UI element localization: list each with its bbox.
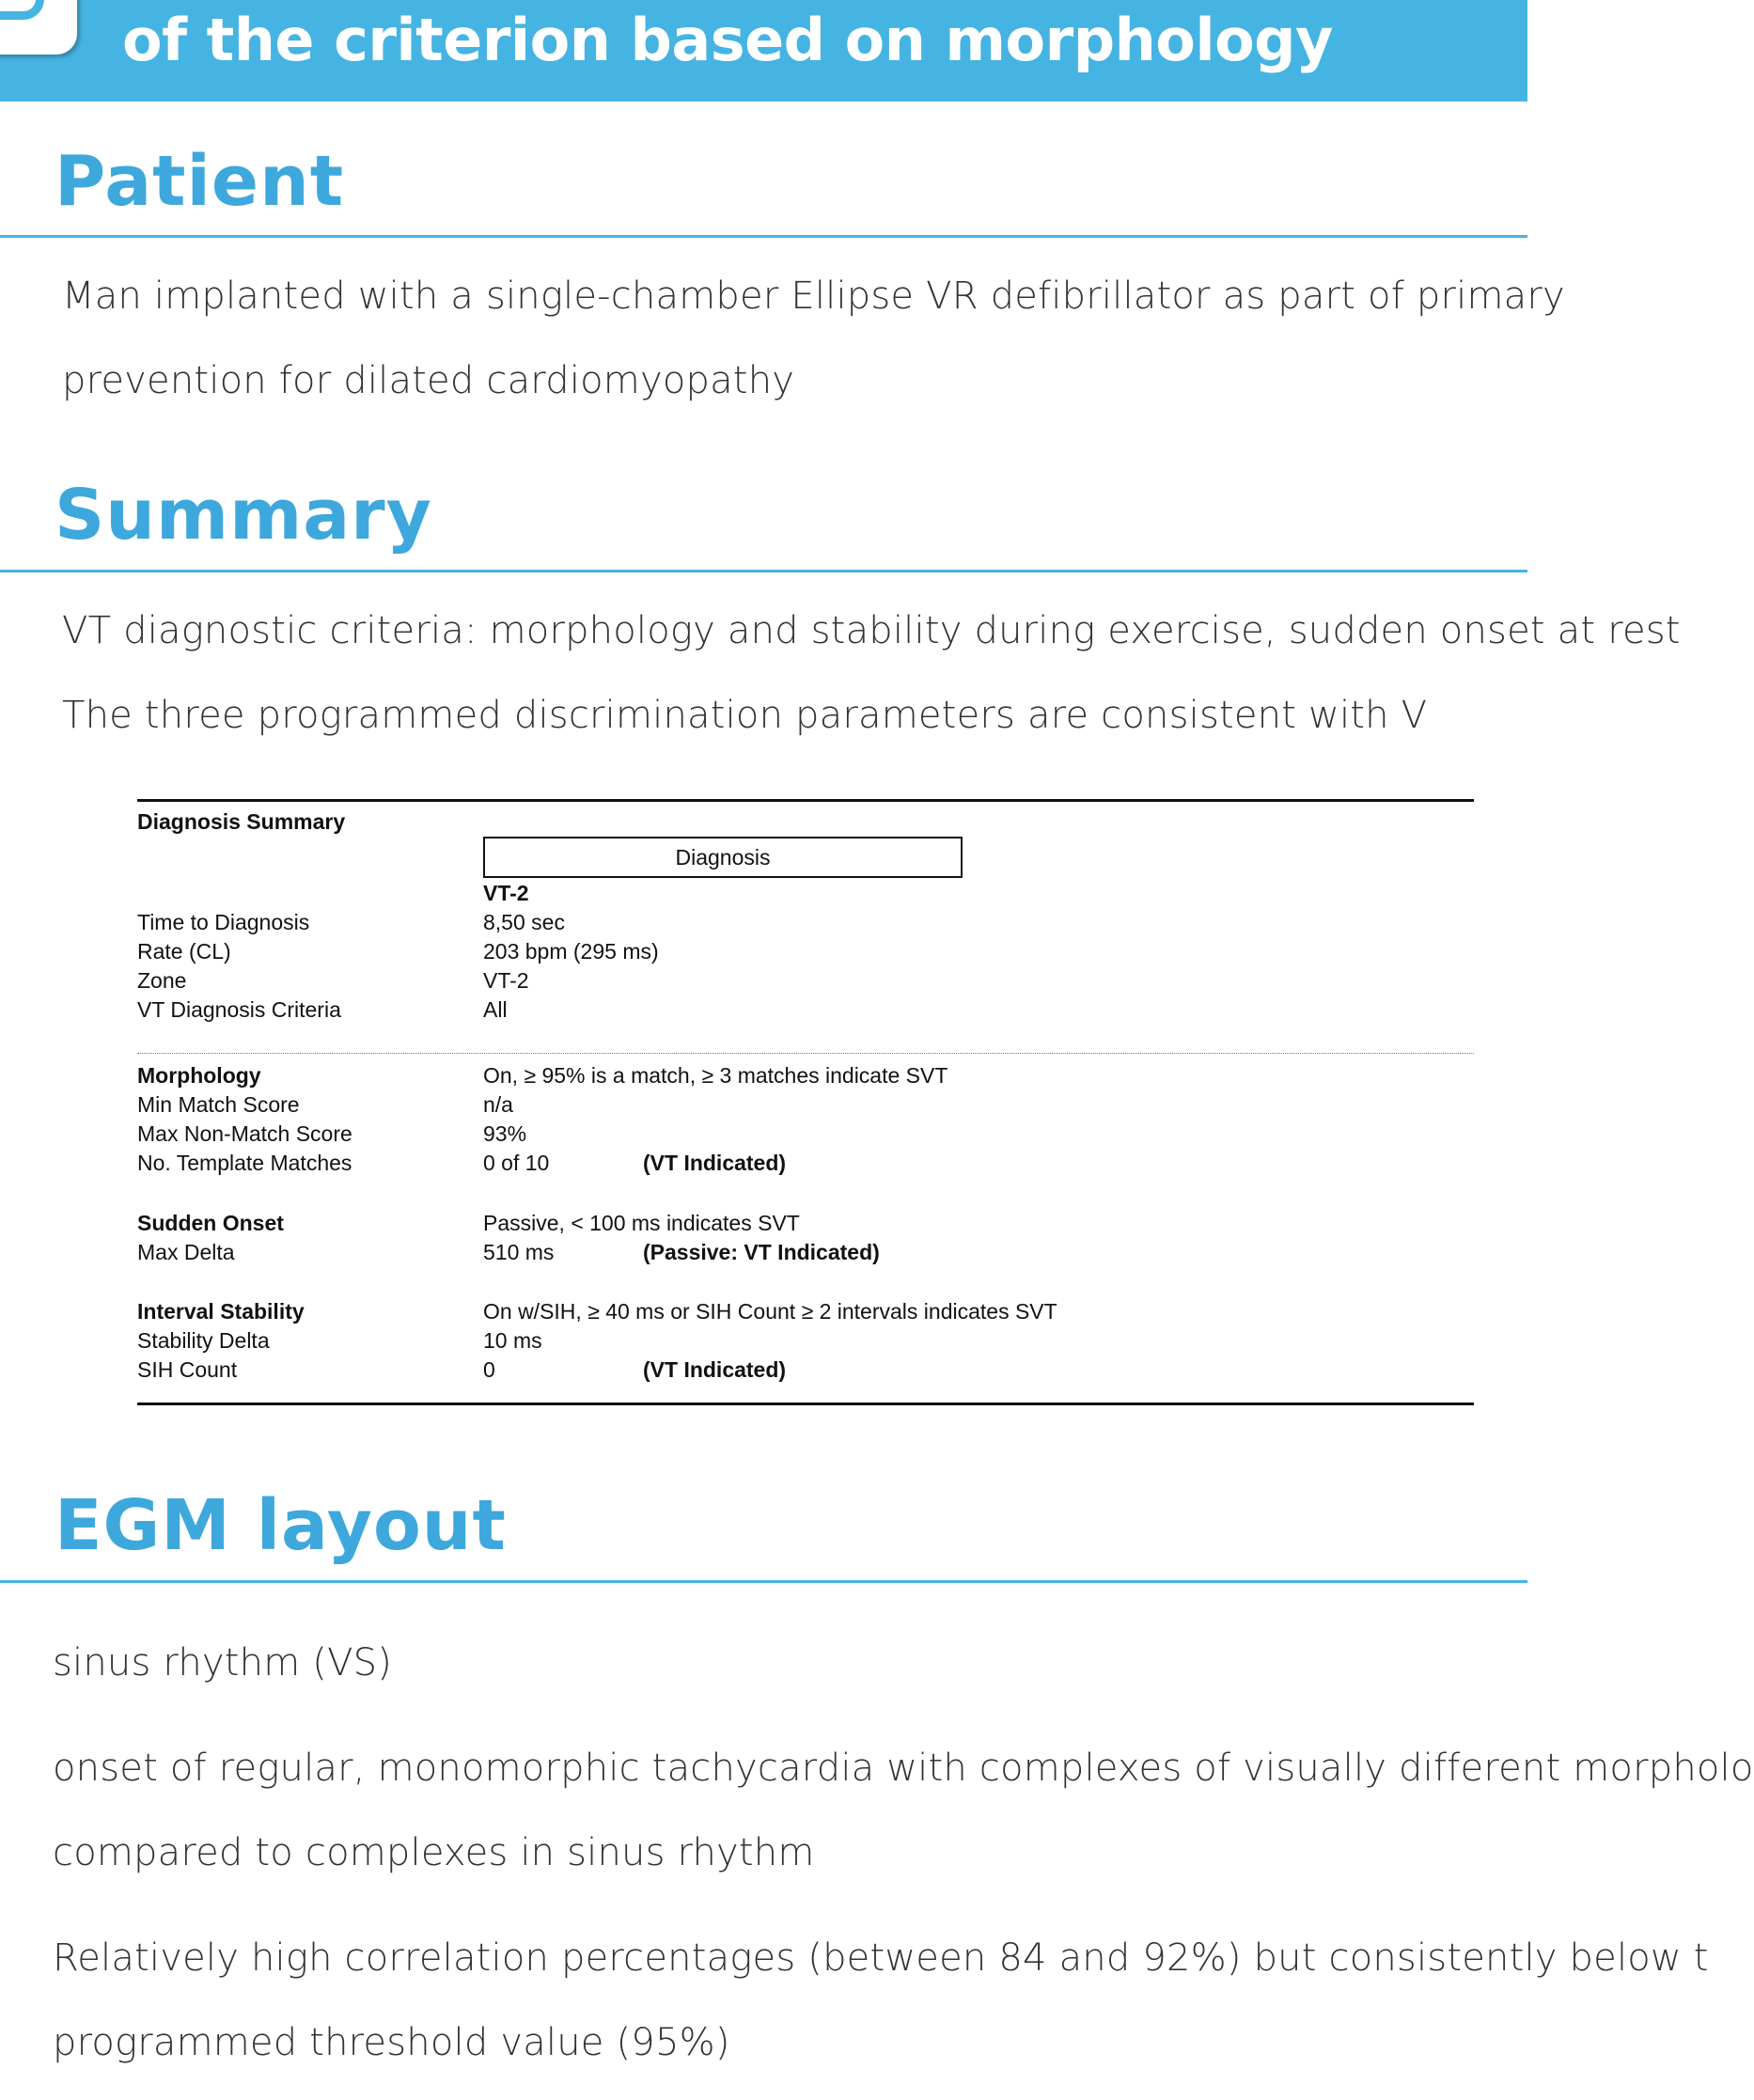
- morphology-label-0: Min Match Score: [137, 1092, 300, 1117]
- morphology-note-2: (VT Indicated): [643, 1151, 787, 1175]
- summary-line-2: The three programmed discrimination parameters are consistent with V: [62, 694, 1428, 737]
- interval-stability-setting: On w/SIH, ≥ 40 ms or SIH Count ≥ 2 intervals indicates SVT: [483, 1299, 1057, 1324]
- patient-heading: Patient: [55, 141, 345, 222]
- morphology-value-0: n/a: [483, 1092, 513, 1117]
- chapter-tab-icon: [0, 0, 77, 55]
- interval-stability-value-0: 10 ms: [483, 1328, 542, 1353]
- egm-line-5: programmed threshold value (95%): [53, 2021, 730, 2064]
- general-value-0: 8,50 sec: [483, 910, 565, 934]
- morphology-label-2: No. Template Matches: [137, 1151, 352, 1175]
- patient-line-2: prevention for dilated cardiomyopathy: [62, 359, 795, 402]
- sudden-onset-setting: Passive, < 100 ms indicates SVT: [483, 1211, 800, 1235]
- egm-line-4: Relatively high correlation percentages (between 84 and 92%) but consistently below t: [53, 1936, 1709, 1980]
- morphology-value-1: 93%: [483, 1121, 527, 1146]
- general-label-3: VT Diagnosis Criteria: [137, 997, 341, 1022]
- interval-stability-value-1: 0: [483, 1357, 495, 1382]
- diagnosis-result: VT-2: [483, 881, 529, 905]
- summary-heading: Summary: [55, 475, 432, 556]
- diagnosis-top-rule: [137, 799, 1474, 802]
- general-value-1: 203 bpm (295 ms): [483, 939, 659, 964]
- general-value-2: VT-2: [483, 968, 529, 993]
- diagnosis-summary-panel: [137, 799, 1474, 1408]
- morphology-setting: On, ≥ 95% is a match, ≥ 3 matches indicate SVT: [483, 1063, 948, 1088]
- morphology-title: Morphology: [137, 1063, 261, 1088]
- interval-stability-label-1: SIH Count: [137, 1357, 238, 1382]
- general-label-1: Rate (CL): [137, 939, 231, 964]
- sudden-onset-note-0: (Passive: VT Indicated): [643, 1240, 880, 1264]
- interval-stability-label-0: Stability Delta: [137, 1328, 270, 1353]
- sudden-onset-value-0: 510 ms: [483, 1240, 555, 1264]
- morphology-value-2: 0 of 10: [483, 1151, 550, 1175]
- diagnosis-bottom-rule: [137, 1403, 1474, 1405]
- egm-line-2: onset of regular, monomorphic tachycardia with complexes of visually different morpholo: [53, 1747, 1754, 1790]
- egm-rule: [0, 1580, 1527, 1583]
- diagnosis-summary-title: Diagnosis Summary: [137, 809, 346, 834]
- top-banner: [0, 0, 1527, 102]
- diagnosis-dotted-divider: [137, 1053, 1474, 1054]
- general-label-2: Zone: [137, 968, 187, 993]
- patient-rule: [0, 235, 1527, 238]
- sudden-onset-title: Sudden Onset: [137, 1211, 284, 1235]
- diagnosis-box-label: Diagnosis: [483, 837, 963, 878]
- egm-line-1: sinus rhythm (VS): [53, 1641, 393, 1685]
- sudden-onset-label-0: Max Delta: [137, 1240, 235, 1264]
- general-value-3: All: [483, 997, 508, 1022]
- general-label-0: Time to Diagnosis: [137, 910, 310, 934]
- summary-rule: [0, 570, 1527, 572]
- interval-stability-title: Interval Stability: [137, 1299, 305, 1324]
- morphology-label-1: Max Non-Match Score: [137, 1121, 352, 1146]
- summary-line-1: VT diagnostic criteria: morphology and stability during exercise, sudden onset at rest: [62, 609, 1681, 652]
- banner-title: of the criterion based on morphology: [122, 6, 1333, 74]
- patient-line-1: Man implanted with a single-chamber Ellipse VR defibrillator as part of primary: [62, 274, 1565, 318]
- egm-heading: EGM layout: [55, 1485, 507, 1566]
- interval-stability-note-1: (VT Indicated): [643, 1357, 787, 1382]
- egm-line-3: compared to complexes in sinus rhythm: [53, 1831, 815, 1874]
